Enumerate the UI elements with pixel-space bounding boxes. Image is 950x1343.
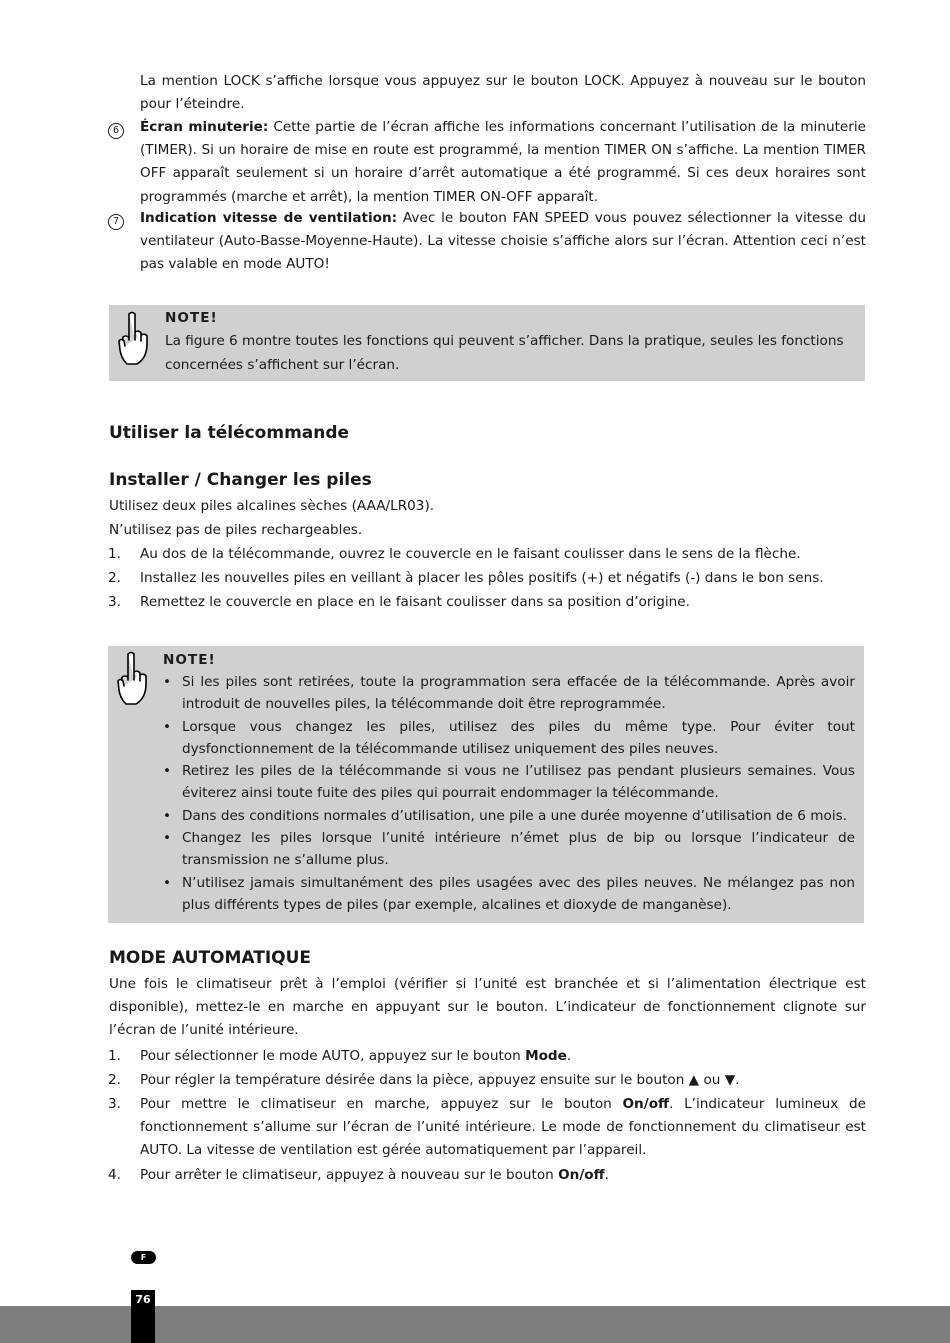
auto-step: 4. Pour arrêter le climatiseur, appuyez à nouveau sur le bouton On/off. <box>108 1167 609 1183</box>
note-bullet: • Si les piles sont retirées, toute la programmation sera effacée de la télécommande. Après avoir introduit de nouvelles piles, la télécommande doit être reprogrammée. <box>163 674 855 713</box>
auto-step: 2. Pour régler la température désirée dans la pièce, appuyez ensuite sur le bouton ▲ ou ▼. <box>108 1072 740 1088</box>
page-number: 76 <box>135 1293 151 1306</box>
battery-step: 3. Remettez le couvercle en place en le faisant coulisser dans sa position d’origine. <box>108 594 690 610</box>
battery-line: N’utilisez pas de piles rechargeables. <box>109 522 363 538</box>
item-text: Avec le bouton FAN SPEED vous pouvez sélectionner la vitesse du ventilateur (Auto-Basse-Moyenne-Haute). La vitesse choisie s’affiche alors sur l’écran. Attention ceci n’est pas valable en mode AUTO! <box>140 210 866 273</box>
section-heading: MODE AUTOMATIQUE <box>109 948 312 968</box>
note-bullet: • Retirez les piles de la télécommande si vous ne l’utilisez pas pendant plusieurs semaines. Vous éviterez ainsi toute fuite des piles qui pourrait endommager la télécommande. <box>163 763 855 802</box>
note-bullet: • Dans des conditions normales d’utilisation, une pile a une durée moyenne d’utilisation de 6 mois. <box>163 808 848 824</box>
note-bullet: • Lorsque vous changez les piles, utilisez des piles du même type. Pour éviter tout dysfonctionnement de la télécommande utilisez uniquement des piles neuves. <box>163 719 855 758</box>
note-bullet: • Changez les piles lorsque l’unité intérieure n’émet plus de bip ou lorsque l’indicateur de transmission ne s’allume plus. <box>163 830 855 869</box>
fan-speed-item <box>112 207 866 277</box>
auto-step: 1. Pour sélectionner le mode AUTO, appuyez sur le bouton Mode. <box>108 1048 572 1064</box>
battery-step: 2. Installez les nouvelles piles en veillant à placer les pôles positifs (+) et négatifs (-) dans le bon sens. <box>108 570 824 586</box>
pointing-hand-icon <box>114 650 150 710</box>
battery-step: 1. Au dos de la télécommande, ouvrez le couvercle en le faisant coulisser dans le sens de la flèche. <box>108 546 801 562</box>
auto-step: 3. Pour mettre le climatiseur en marche, appuyez sur le bouton On/off. L’indicateur lumineux de fonctionnement s’allume sur l’écran de l’unité intérieure. Le mode de fonctionnement du climatiseur est AUTO. La vitesse de ventilation est gérée automatiquement par l’appareil. <box>108 1096 866 1159</box>
item-text: Cette partie de l’écran affiche les informations concernant l’utilisation de la minuterie (TIMER). Si un horaire de mise en route est programmé, la mention TIMER ON s’affiche. La mention TIMER OFF apparaît seulement si un horaire d’arrêt automatique a été programmé. Si ces deux horaires sont programmés (marche et arrêt), la mention TIMER ON-OFF apparaît. <box>140 119 866 205</box>
item-marker: 7 <box>108 207 124 230</box>
note-title: NOTE! <box>165 310 218 326</box>
pointing-hand-icon <box>115 310 151 370</box>
subsection-heading: Installer / Changer les piles <box>109 470 372 490</box>
note-text: La figure 6 montre toutes les fonctions qui peuvent s’afficher. Dans la pratique, seules les fonctions concernées s’affichent sur l’écran. <box>165 333 844 373</box>
note-box-batteries <box>108 646 864 923</box>
item-marker: 6 <box>108 116 124 139</box>
battery-line: Utilisez deux piles alcalines sèches (AAA/LR03). <box>109 498 435 514</box>
item-title: Indication vitesse de ventilation: <box>140 210 398 226</box>
lock-paragraph: La mention LOCK s’affiche lorsque vous appuyez sur le bouton LOCK. Appuyez à nouveau sur le bouton pour l’éteindre. <box>140 73 866 113</box>
note-title: NOTE! <box>163 652 216 668</box>
item-title: Écran minuterie: <box>140 119 269 135</box>
auto-intro: Une fois le climatiseur prêt à l’emploi (vérifier si l’unité est branchée et si l’alimentation électrique est disponible), mettez-le en marche en appuyant sur le bouton. L’indicateur de fonctionnement clignote sur l’écran de l’unité intérieure. <box>109 976 866 1039</box>
language-badge: F <box>131 1251 156 1264</box>
note-box-display <box>109 305 865 381</box>
timer-screen-item <box>112 116 866 209</box>
note-bullet: • N’utilisez jamais simultanément des piles usagées avec des piles neuves. Ne mélangez pas non plus différents types de piles (par exemple, alcalines et dioxyde de manganèse). <box>163 875 855 914</box>
section-heading: Utiliser la télécommande <box>109 423 350 443</box>
